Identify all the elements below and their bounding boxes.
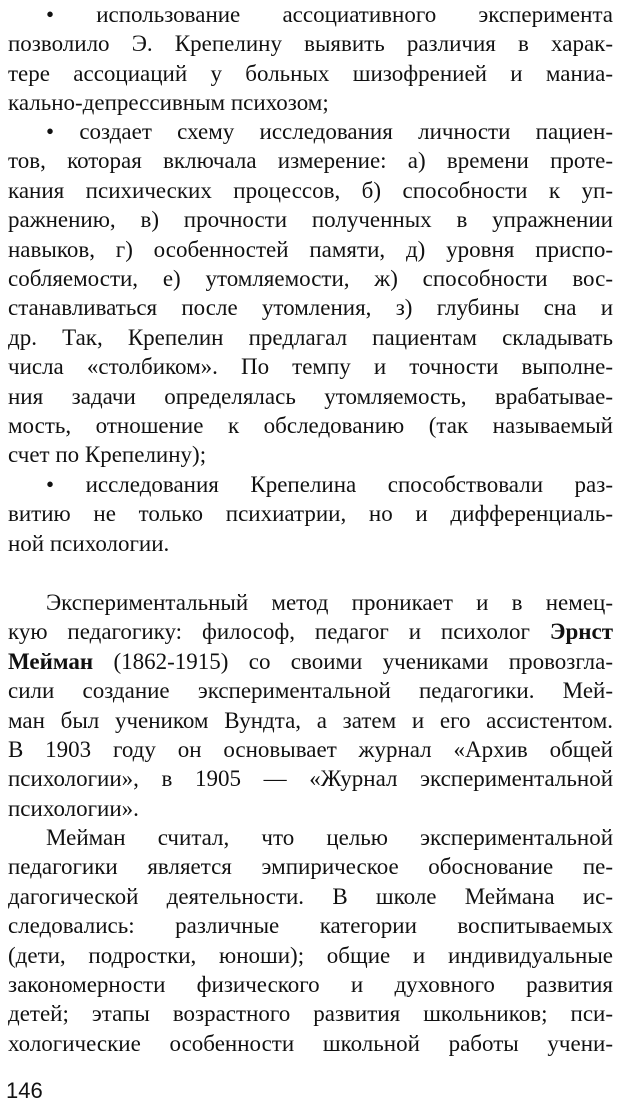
paragraph-personality-scheme [8,117,613,470]
text-line: кания психических процессов, б) способности к уп- [8,177,613,203]
text-line: витию не только психиатрии, но и дифференциаль- [8,501,613,527]
text-line: ния задачи определялась утомляемость, врабатывае- [8,383,613,409]
text-line: числа «столбиком». По темпу и точности выполне- [8,354,613,380]
text-line: психологии». [8,795,139,821]
text-line [8,647,613,676]
text-line: тов, которая включала измерение: а) времени проте- [8,148,613,174]
text-line: позволило Э. Крепелину выявить различия в харак- [8,31,613,57]
text-line: • исследования Крепелина способствовали раз- [46,472,613,497]
text-line: ман был учеником Вундта, а затем и его ассистентом. [8,707,613,733]
text-line: Экспериментальный метод проникает и в немец- [46,590,613,615]
text-line: ной психологии. [8,530,170,556]
text-line: навыков, г) особенностей памяти, д) уровня приспо- [8,236,613,262]
paragraph-association-experiment [8,0,613,118]
text-line: • использование ассоциативного эксперимента [46,2,613,27]
text-line: ражнению, в) прочности полученных в упражнении [8,207,613,233]
text-line: детей; этапы возрастного развития школьников; пси- [8,1001,613,1027]
person-name-bold: Эрнст [549,619,613,645]
text-line: (дети, подростки, юноши); общие и индивидуальные [8,942,613,968]
paragraph-meumann-intro [8,588,613,823]
text-line: закономерности физического и духовного развития [8,972,613,998]
text-line: тере ассоциаций у больных шизофренией и маниа- [8,60,613,86]
page-number: 146 [6,1078,43,1103]
text-line: счет по Крепелину); [8,442,207,468]
text-line: собляемости, е) утомляемости, ж) способности вос- [8,266,613,292]
paragraph-differential-psychology [8,470,613,558]
text-line: сили создание экспериментальной педагогики. Мей- [8,678,613,704]
text-line: В 1903 году он основывает журнал «Архив общей [8,737,613,763]
text-line: следовались: различные категории воспитываемых [8,913,613,939]
text-line: станавливаться после утомления, з) глубины сна и [8,295,613,321]
text-line: Мейман считал, что целью экспериментальной [46,825,613,850]
text-line: педагогики является эмпирическое обоснование пе- [8,854,613,880]
text-line: дагогической деятельности. В школе Меймана ис- [8,883,613,909]
text-line [8,617,613,646]
text-line: • создает схему исследования личности пациен- [46,119,613,144]
text-fragment: кую педагогику: философ, педагог и психолог [8,619,530,645]
text-line: кально-депрессивным психозом; [8,90,329,116]
text-line: хологические особенности школьной работы учени- [8,1030,613,1056]
text-line: др. Так, Крепелин предлагал пациентам складывать [8,324,613,350]
paragraph-meumann-views [8,823,613,1058]
text-line: психологии», в 1905 — «Журнал экспериментальной [8,766,613,792]
person-name-bold: Мейман [8,648,94,674]
text-fragment: (1862-1915) со своими учениками провозгла- [113,648,613,674]
text-line: мость, отношение к обследованию (так называемый [8,413,613,439]
